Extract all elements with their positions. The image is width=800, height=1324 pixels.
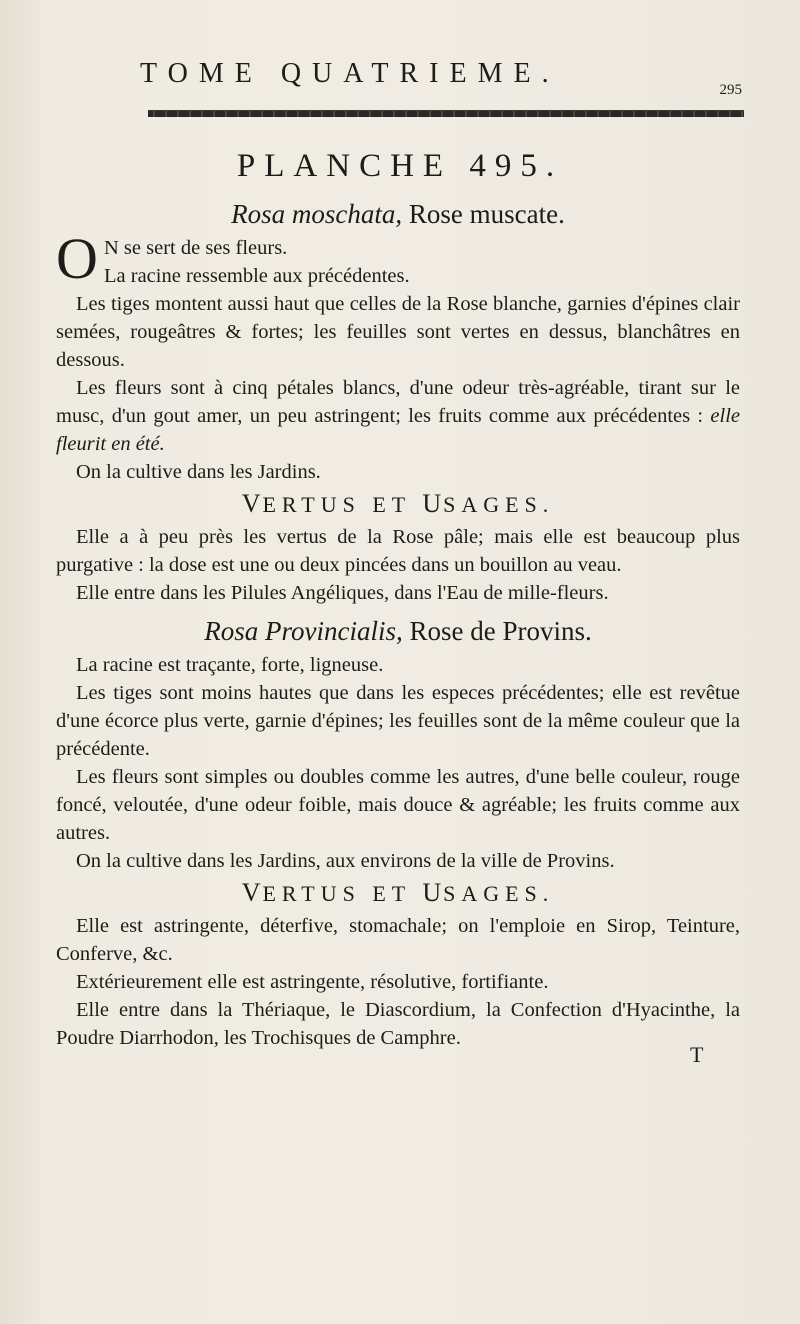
paragraph: La racine est traçante, forte, ligneuse. <box>76 654 384 676</box>
drop-capital: O <box>56 226 98 291</box>
section-heading-vertus-usages: VERTUS ET USAGES. <box>241 878 555 907</box>
entry-heading-rosa-moschata <box>56 200 740 228</box>
paragraph: Elle a à peu près les vertus de la Rose pâle; mais elle est beaucoup plus purgative : la dose est une ou deux pincées dans un bouillon au veau. <box>56 526 740 576</box>
opening-text: N se sert de ses fleurs. <box>104 237 288 259</box>
page-number: 295 <box>719 82 742 98</box>
paragraph: On la cultive dans les Jardins. <box>76 461 321 483</box>
paragraph: Extérieurement elle est astringente, résolutive, fortifiante. <box>76 971 549 993</box>
paragraph: Elle est astringente, déterfive, stomachale; on l'emploie en Sirop, Teinture, Conferve, &c. <box>56 915 740 965</box>
french-name: Rose de Provins. <box>409 616 592 646</box>
catchword: T <box>690 1042 704 1067</box>
paragraph-text: Les fleurs sont à cinq pétales blancs, d'une odeur très-agréable, tirant sur le musc, d'un gout amer, un peu astringent; les fruits comme aux précédentes : <box>56 377 740 427</box>
paragraph: Elle entre dans les Pilules Angéliques, dans l'Eau de mille-fleurs. <box>76 582 609 604</box>
plate-title: PLANCHE 495. <box>236 148 564 184</box>
section-heading-vertus-usages: VERTUS ET USAGES. <box>241 489 555 518</box>
latin-name: Rosa Provincialis, <box>204 616 403 646</box>
flowering-note: elle fleurit en été. <box>56 405 740 455</box>
running-head: TOME QUATRIEME. <box>140 58 560 89</box>
opening-paragraph <box>56 226 740 291</box>
text-block <box>56 196 740 1052</box>
latin-name: Rosa moschata, <box>231 199 403 229</box>
entry-heading-rosa-provincialis <box>56 617 740 645</box>
header-rule <box>148 110 744 117</box>
paragraph: On la cultive dans les Jardins, aux environs de la ville de Provins. <box>76 850 615 872</box>
paragraph: Les tiges montent aussi haut que celles de la Rose blanche, garnies d'épines clair semées, rougeâtres & fortes; les feuilles sont vertes en dessus, blanchâtres en dessous. <box>56 293 740 371</box>
french-name: Rose muscate. <box>408 199 565 229</box>
paragraph <box>56 374 740 458</box>
paragraph: Les fleurs sont simples ou doubles comme les autres, d'une belle couleur, rouge foncé, veloutée, d'une odeur foible, mais douce & agréable; les fruits comme aux autres. <box>56 766 740 844</box>
paragraph: Elle entre dans la Thériaque, le Diascordium, la Confection d'Hyacinthe, la Poudre Diarrhodon, les Trochisques de Camphre. <box>56 999 740 1049</box>
paragraph: Les tiges sont moins hautes que dans les especes précédentes; elle est revêtue d'une écorce plus verte, garnie d'épines; les feuilles sont de la même couleur que la précédente. <box>56 682 740 760</box>
paragraph-text: La racine ressemble aux précédentes. <box>104 265 410 287</box>
